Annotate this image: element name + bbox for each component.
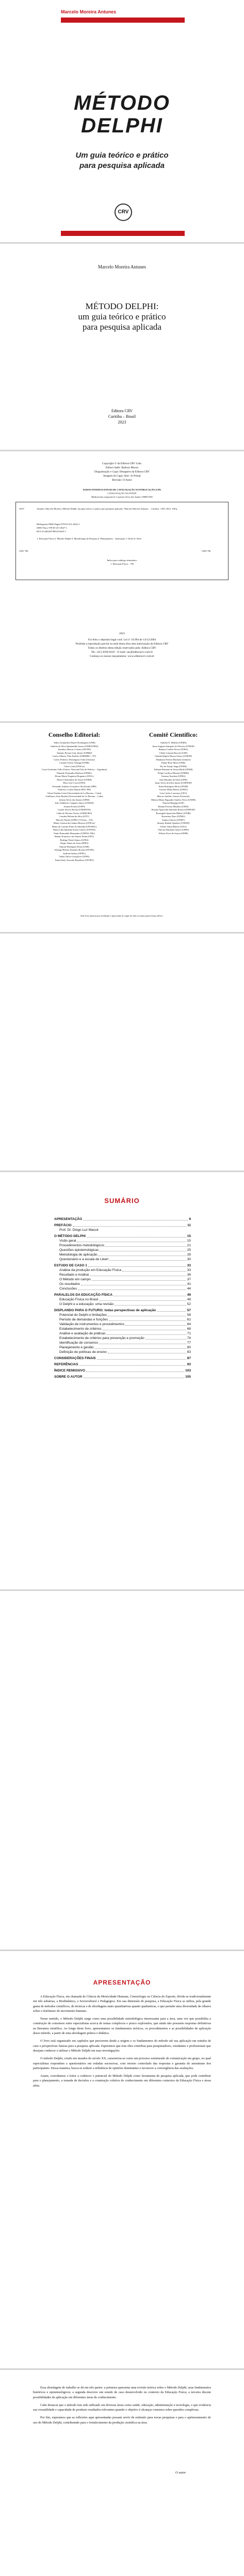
toc-entry-title: Definição de políticas de ensino xyxy=(59,1350,107,1354)
editorial-council-member: Marcelo Paixão (UFRJ e UTexas – US) xyxy=(56,818,93,821)
toc-entry[interactable] xyxy=(54,1356,191,1361)
toc-entry-title: Questões epistemológicas xyxy=(59,1248,99,1252)
toc-entry-page: 33 xyxy=(187,1268,191,1272)
toc-entry-page: 77 xyxy=(187,1341,191,1345)
catalog-index: 1. Educação Física – 796 xyxy=(110,563,134,565)
toc-entry-page: 71 xyxy=(187,1332,191,1335)
scientific-committee-member: Cibele Cristina Boscoli (USP) xyxy=(159,751,188,754)
toc-entry-title: Os resultados xyxy=(59,1282,80,1286)
toc-entry[interactable] xyxy=(54,1277,191,1282)
catalog-code: A637 xyxy=(19,507,24,510)
presentation-paragraph: Nesse sentido, o Método Delphi surge como uma possibilidade metodológica interessante para a área, uma vez que possibilita a construção de consensos entre especialistas acerca de temas complexos e pouco explorados, que ainda não possuem respostas definitivas na literatura científica. Ao longo deste livro, apresentamos os fundamentos teóricos, os procedimentos e as possibilidades de aplicação desse método, a partir de uma abordagem prática e didática. xyxy=(33,2017,211,2036)
catalog-cdd: CDD 796 xyxy=(202,550,211,552)
toc-entry[interactable] xyxy=(54,1327,191,1331)
presentation-body xyxy=(33,1994,211,2091)
title-page-author: Marcelo Moreira Antunes xyxy=(98,264,146,269)
editorial-council-member: Aldira Guimarães Duarte Domínguez (UNB) xyxy=(53,741,95,744)
toc-entry-page: 64 xyxy=(187,1323,191,1326)
toc-dot-leader xyxy=(100,1248,186,1251)
toc-entry[interactable] xyxy=(54,1268,191,1273)
toc-dot-leader xyxy=(81,1282,186,1285)
toc-entry-page: 103 xyxy=(185,1369,191,1372)
toc-entry[interactable] xyxy=(54,1350,191,1354)
blank-page xyxy=(0,1591,244,1950)
author-signature: O autor xyxy=(175,2471,186,2475)
presentation-continuation-page xyxy=(0,2370,244,2576)
toc-entry[interactable] xyxy=(54,1217,191,1222)
toc-dot-leader xyxy=(88,1263,186,1267)
toc-entry-page: 15 xyxy=(187,1239,191,1243)
toc-dot-leader xyxy=(125,1322,186,1326)
legal-line: Todos os direitos desta edição reservados pela: Editora CRV xyxy=(88,647,156,650)
catalog-header: Bibliotecária responsável: Luzenira Alves dos Santos CRB9/1506 xyxy=(91,496,153,498)
scientific-committee-member: Wilson Alves de Sousa (UEPR) xyxy=(158,832,188,835)
toc-entry-page: 33 xyxy=(187,1264,191,1267)
editorial-council-member: Celso Conti (UFSCar) xyxy=(63,765,85,768)
scientific-committee-member: Eliane Rose Maio (UEM) xyxy=(161,761,186,764)
toc-dot-leader xyxy=(99,1341,186,1344)
catalog-header: CATALOGAÇÃO NA FONTE xyxy=(107,492,137,495)
toc-dot-leader xyxy=(115,1302,186,1306)
cover-subtitle-line1: Um guia teórico e prático xyxy=(75,151,169,160)
toc-entry-title: Período de demandas e funções xyxy=(59,1318,108,1321)
toc-dot-leader xyxy=(105,1243,186,1247)
toc-entry[interactable] xyxy=(54,1286,191,1291)
toc-entry-page: 57 xyxy=(187,1309,191,1312)
credit-line: Editor-chefe: Railson Moura xyxy=(105,466,139,469)
toc-entry-title: O Método em campo xyxy=(59,1278,91,1281)
scientific-committee-member: Anna Augusta Sampaio de Oliveira (UNESP) xyxy=(152,744,195,748)
cover-page xyxy=(0,0,244,242)
editorial-council-member: Francisco Carlos Duarte (PUC-PR) xyxy=(58,788,91,791)
toc-entry[interactable] xyxy=(54,1362,191,1367)
catalog-isbn: ISBN Físico 978-65-251-4647-1 xyxy=(37,527,67,529)
cover-bar-top xyxy=(61,18,185,23)
toc-entry-page: 11 xyxy=(187,1224,191,1227)
toc-dot-leader xyxy=(97,1356,186,1360)
toc-entry[interactable] xyxy=(54,1322,191,1327)
toc-dot-leader xyxy=(95,1345,186,1349)
editorial-council-member: Sydione Santos (UEPG) xyxy=(63,852,86,855)
title-page-subtitle-line1: um guia teórico e prático xyxy=(78,312,166,321)
toc-entry[interactable] xyxy=(54,1257,191,1262)
scientific-committee-member: Samira Chaves (UFMT) xyxy=(162,818,185,821)
title-page-publisher: Editora CRV xyxy=(111,409,133,413)
continuation-body xyxy=(33,2385,211,2428)
toc-entry-title: APRESENTAÇÃO xyxy=(54,1217,83,1221)
toc-entry[interactable] xyxy=(54,1248,191,1252)
title-page-title: MÉTODO DELPHI: xyxy=(85,301,159,311)
catalog-body: Antunes, Marcelo Moreira. Método Delphi: um guia teórico e prático para pesquisa aplicada / Marcelo Moreira Antunes. – Curitiba : CRV, 2023. 108 p. xyxy=(37,507,178,510)
toc-entry-title: O Delphi e a educação: uma revisão xyxy=(59,1302,114,1306)
scientific-committee-member: Jonas Alves da Silva Junior (UNIFESP) xyxy=(155,782,192,784)
editorial-council-member: Josania Portela (UFPI) xyxy=(63,805,85,808)
toc-entry[interactable] xyxy=(54,1331,191,1336)
editorial-council-member: Cesar Gerónimo Tello (Univer. Nacional Três de Febrero – Argentina) xyxy=(41,768,107,771)
toc-entry-title: PARALELOS DA EDUCAÇÃO FÍSICA xyxy=(54,1293,113,1297)
editorial-council-member: Sérgio Nunes de Jesus (IFRO) xyxy=(60,842,89,844)
toc-entry-title: REFERÊNCIAS xyxy=(54,1363,78,1366)
editorial-council-member: Carlos Alberto Vilar Estêvão (UMINHO – PT) xyxy=(52,755,96,757)
editorial-council-member: Elione Maria Nogueira Diogenes (UFAL) xyxy=(55,775,94,777)
editorial-council-member: Renato Francisco dos Santos Paula (UFG) xyxy=(54,835,94,838)
presentation-paragraph: O método Delphi, criado em meados do século XX, caracteriza-se como um processo estruturado de comunicação em grupo, no qual especialistas respondem a questionários em rodadas sucessivas, com retorno controlado das respostas e garantia do anonimato dos participantes. Dessa maneira, busca-se reduzir a influência de opiniões dominantes e favorecer a convergência das avaliações. xyxy=(33,2057,211,2070)
catalog-card xyxy=(15,502,229,580)
presentation-title: APRESENTAÇÃO xyxy=(93,1979,151,1986)
toc-entry-page: 41 xyxy=(187,1282,191,1286)
toc-entry-title: O MÉTODO DELPHI xyxy=(54,1234,86,1238)
toc-entry-page: 36 xyxy=(187,1273,191,1277)
editorial-council-member: Anselmo Alencar Colares (UFOPA) xyxy=(57,748,91,751)
toc-entry-page: 28 xyxy=(187,1253,191,1257)
toc-entry[interactable] xyxy=(54,1228,191,1232)
toc-dot-leader xyxy=(103,1327,186,1330)
toc-title: SUMÁRIO xyxy=(104,1197,140,1205)
editorial-council-member: Andréia da Silva Quintanilha Sousa (UNIR/UFRN) xyxy=(50,744,99,748)
title-page-subtitle-line2: para pesquisa aplicada xyxy=(83,322,161,332)
cover-title-line2: DELPHI xyxy=(81,114,163,137)
toc-entry-page: 49 xyxy=(187,1298,191,1301)
catalog-index: Índice para catálogo sistemático xyxy=(107,559,137,562)
scientific-committee-member: Felipe Cardoso Mendes (UFRRJ) xyxy=(157,771,189,774)
toc-entry-page: 44 xyxy=(187,1287,191,1291)
toc-dot-leader xyxy=(87,1234,186,1238)
toc-dot-leader xyxy=(108,1350,186,1353)
legal-line: Conheça os nossos lançamentos: www.editoracrv.com.br xyxy=(90,655,154,658)
continuation-paragraph: Essa abordagem de trabalho se dá em três partes: a primeira apresenta uma revisão teórica sobre o Método Delphi, seus fundamentos históricos e epistemológicos; a segunda descreve um estudo de caso desenvolvido no contexto da Educação Física; a terceira discute possibilidades de aplicação em diferentes áreas do conhecimento. xyxy=(33,2386,211,2399)
toc-entry-title: Análise da produção em Educação Física xyxy=(59,1268,121,1272)
council-footer: Este livro passou por avaliação e aprovação às cegas de dois ou mais pareceristas ad hoc. xyxy=(80,914,164,917)
editorial-council-list xyxy=(28,741,121,862)
scientific-committee-member: Luciene Maria Bastos (UFRA) xyxy=(159,788,188,791)
credit-line: Imagem da Capa: Arte: Jo Poisql xyxy=(103,474,141,478)
editorial-council-member: Leonel Severo Rocha (UNISINOS) xyxy=(58,808,91,811)
toc-entry-title: ESTUDO DE CASO 1 xyxy=(54,1264,87,1267)
toc-entry-page: 49 xyxy=(187,1293,191,1297)
editorial-council-member: Fernando Antônio Gonçalves Alcoforado (IPB) xyxy=(52,785,96,788)
scientific-committee-member: Barbara Coelho Neves (UFBA) xyxy=(158,748,188,751)
toc-entry[interactable] xyxy=(54,1297,191,1302)
scientific-committee-member: Mônica Maria Fagundes Simões Alves (UNEB) xyxy=(151,798,196,801)
toc-dot-leader xyxy=(99,1252,186,1256)
editorial-council-member: Carlos Federico Dominguez Avila (Unieuro) xyxy=(53,758,95,761)
copyright-line: Copyright © da Editora CRV Ltda. xyxy=(102,462,142,465)
toc-entry-title: Planejamento e gestão xyxy=(59,1346,94,1349)
toc-entry-page: 74 xyxy=(187,1336,191,1340)
legal-line: Foi feito o depósito legal conf. Lei nº 10.994 de 14/12/2004 xyxy=(88,638,156,641)
editorial-council-member: Gloria Fariñas León (Universidade de La Havana – Cuba) xyxy=(47,791,102,794)
scientific-committee-member: Gionara Tauchen (UFRG) xyxy=(161,775,186,777)
toc-entry[interactable] xyxy=(54,1273,191,1277)
editorial-council-member: Carmen Tereza Velanga (UNIR) xyxy=(59,761,89,764)
council-page xyxy=(0,723,244,932)
toc-entry[interactable] xyxy=(54,1252,191,1257)
toc-entry-title: ÍNDICE REMISSIVO xyxy=(54,1369,85,1372)
toc-entry-page: 68 xyxy=(187,1327,191,1331)
toc-entry[interactable] xyxy=(54,1368,191,1373)
toc-dot-leader xyxy=(86,1368,184,1372)
scientific-committee-member: Cláudia Regina Mosca Giroto (UNESP) xyxy=(154,755,192,757)
toc-entry-title: Prof. Dr. Diogo Luz Macuir xyxy=(59,1228,99,1232)
presentation-page xyxy=(0,1951,244,2368)
scientific-committee-list xyxy=(127,741,220,835)
legal-line: Proibida a reprodução parcial ou total desta obra sem autorização da Editora CRV xyxy=(75,642,169,646)
toc-dot-leader xyxy=(113,1293,186,1296)
credit-line: Diagramação e Capa: Designers da Editora CRV xyxy=(94,470,150,473)
toc-entry-page: 15 xyxy=(187,1234,191,1238)
scientific-committee-title: Comitê Científico: xyxy=(149,731,198,738)
continuation-paragraph: Cabe destacar que o método tem sido utilizado em diversas áreas como saúde, educação, administração e tecnologia, o que evidencia sua versatilidade e capacidade de produzir resultados relevantes quando o objetivo é alcançar consenso sobre questões complexas. xyxy=(33,2403,211,2412)
toc-dot-leader xyxy=(77,1239,186,1242)
scientific-committee-member: Fabiane Romano de Souza Bridi (UFSM) xyxy=(154,768,193,771)
toc-entry-page: 61 xyxy=(187,1318,191,1321)
editorial-council-member: Guillermo Arias Beatón (Universidade de La Havana – Cuba) xyxy=(45,795,103,798)
presentation-paragraph: Assim, convidamos o leitor a conhecer o potencial do Método Delphi como ferramenta de pesquisa aplicada, que pode contribuir para o planejamento, a tomada de decisões e a construção coletiva do conhecimento em diferentes contextos da Educação Física e áreas afins. xyxy=(33,2074,211,2088)
toc-dot-leader xyxy=(107,1331,186,1335)
toc-entry[interactable] xyxy=(54,1308,191,1313)
editorial-council-member: Paulo Romualdo Hernandes (UNIFAL-MG) xyxy=(54,832,95,835)
editorial-council-member: Rodrigo Pratte-Santos (UFES) xyxy=(60,838,89,841)
toc-entry-page: 87 xyxy=(187,1357,191,1360)
cover-bar-bottom xyxy=(61,231,185,236)
presentation-paragraph: A Educação Física, em chamada de Ciência da Motricidade Humana, Cinesiologia ou Ciência do Esporte, divide-se tradicionalmente em três subáreas, a Biodinâmica, a Sociocultural e Pedagógica. Em sua dimensão de pesquisa, a Educação Física se utiliza, pela grande gama de métodos científicos, de técnicas e de abordagens tanto quantitativas quanto qualitativas, o que permite uma diversidade de olhares sobre o fenômeno do movimento humano. xyxy=(33,1995,211,2013)
toc-entry-title: DISPLANDO PARA O FUTURO: todas perspectivas de aplicação xyxy=(54,1309,156,1312)
blank-page xyxy=(0,934,244,1171)
scientific-committee-member: Dinamara Pereira Machado (Uninter) xyxy=(156,758,191,761)
toc-dot-leader xyxy=(92,1277,186,1281)
catalog-isbn: Bibliografia ISBN Digital 978-65-251-4643-3 xyxy=(37,523,80,526)
toc-dot-leader xyxy=(79,1362,186,1366)
toc-entry[interactable] xyxy=(54,1243,191,1248)
toc-entry[interactable] xyxy=(54,1313,191,1317)
edition-year: 2023 xyxy=(119,632,125,635)
toc-entry[interactable] xyxy=(54,1239,191,1243)
editorial-council-member: Maria Lília Imbiriba Sousa Colares (UFOPA) xyxy=(53,828,96,831)
toc-list xyxy=(54,1215,191,1379)
toc-entry-page: 37 xyxy=(187,1278,191,1281)
toc-dot-leader xyxy=(73,1223,187,1227)
toc-entry-title: Visão geral xyxy=(59,1239,76,1243)
credits-page xyxy=(0,451,244,721)
presentation-paragraph: O livro está organizado em capítulos que percorrem desde a origem e os fundamentos do método até sua aplicação em estudos de caso e perspectivas futuras para a pesquisa aplicada. Esperamos que esta obra contribua para pesquisadores, estudantes e profissionais que desejam conhecer e utilizar o Método Delphi em suas investigações. xyxy=(33,2039,211,2053)
credit-line: Revisão: O Autor xyxy=(112,479,132,482)
toc-entry[interactable] xyxy=(54,1302,191,1307)
continuation-paragraph: Por fim, esperamos que as reflexões aqui apresentadas possam servir de estímulo para novas pesquisas e para o aprimoramento do uso do Método Delphi, contribuindo para o fortalecimento da produção científica na área. xyxy=(33,2416,211,2425)
editorial-council-member: Élsio José Corá (UFFS) xyxy=(63,782,86,784)
cover-author: Marcelo Moreira Antunes xyxy=(61,9,117,14)
editorial-council-member: Solange Helena Ximenes-Rocha (UFOPA) xyxy=(54,849,94,851)
toc-entry-title: Resultado e Análise xyxy=(59,1273,89,1277)
toc-entry-title: Potencial do Delphi e limitações xyxy=(59,1313,107,1317)
toc-entry-page: 21 xyxy=(187,1244,191,1247)
toc-entry[interactable] xyxy=(54,1234,191,1239)
toc-entry[interactable] xyxy=(54,1317,191,1322)
toc-entry-title: Metodologia de aplicação xyxy=(59,1253,97,1257)
toc-dot-leader xyxy=(84,1375,185,1378)
cover-subtitle-line2: para pesquisa aplicada xyxy=(79,161,165,170)
catalog-header: DADOS INTERNACIONAIS DE CATALOGAÇÃO NA PUBLICAÇÃO (CIP) xyxy=(83,488,161,491)
toc-entry[interactable] xyxy=(54,1263,191,1268)
scientific-committee-member: Renata Ferreira Maudou (UERJ) xyxy=(158,805,189,808)
editorial-council-member: Jailson Alves dos Santos (UFRJ) xyxy=(59,798,90,801)
editorial-council-member: Maria de Lourdes Pinto de Almeida (UNOESC) xyxy=(52,825,97,828)
toc-entry-page: 9 xyxy=(189,1217,191,1221)
toc-entry-title: Análise e avaliação de práticas xyxy=(59,1332,106,1335)
scientific-committee-member: Rosemary Dore (UFMG) xyxy=(161,815,185,818)
editorial-council-title: Conselho Editorial: xyxy=(48,731,101,738)
scientific-committee-member: Rosangela Aparecida Hilário (UNIR) xyxy=(156,811,191,815)
toc-entry-title: Identificação de consenso xyxy=(59,1341,99,1345)
toc-dot-leader xyxy=(90,1273,186,1276)
toc-entry-page: 83 xyxy=(187,1350,191,1354)
title-page-city: Curitiba – Brasil xyxy=(108,414,136,419)
cover-title-line1: MÉTODO xyxy=(74,92,170,114)
toc-entry-page: 80 xyxy=(187,1346,191,1349)
toc-entry-title: CONSIDERAÇÕES FINAIS xyxy=(54,1357,96,1360)
toc-entry-title: Estabelecimento de critérios para prevenção e promoção xyxy=(59,1336,144,1340)
editorial-council-member: Tadeu Oliver Gonçalves (UFPA) xyxy=(59,855,90,858)
editorial-council-member: Eduardo Fernandes Barbosa (UFMG) xyxy=(57,771,92,774)
scientific-committee-member: Rosana Aparecida Salvador Rossit (UNIFESP) xyxy=(151,808,196,811)
scientific-committee-member: Luiz Carlos Lourenço (UFU) xyxy=(159,791,187,794)
editorial-council-member: João Adalberto Campato Junior (UNESP) xyxy=(55,802,94,804)
scientific-committee-member: Ely de Araújo Sepp (UFSM) xyxy=(160,765,187,768)
editorial-council-member: Elizeu Clementino de Souza (UNEB) xyxy=(57,778,92,781)
toc-entry-page: 30 xyxy=(187,1258,191,1261)
toc-entry-title: Validação de instrumentos e procedimentos xyxy=(59,1323,124,1326)
toc-entry-title: Estabelecimento de critérios xyxy=(59,1327,102,1331)
toc-entry-title: SOBRE O AUTOR xyxy=(54,1375,83,1379)
toc-dot-leader xyxy=(122,1268,186,1272)
toc-entry[interactable] xyxy=(54,1336,191,1341)
scientific-committee-member: Vilene Vânia Ribeiro (UEA) xyxy=(160,825,187,828)
toc-entry[interactable] xyxy=(54,1293,191,1297)
editorial-council-member: Antônio Pereira Gaio Júnior (UFRRJ) xyxy=(56,751,92,754)
toc-dot-leader xyxy=(83,1217,188,1221)
toc-entry[interactable] xyxy=(54,1282,191,1286)
editorial-council-member: Maria Cristina dos Santos Bezerra (UFSCar) xyxy=(53,822,95,824)
toc-entry-title: Questionário e a escala de Likert xyxy=(59,1258,109,1261)
toc-entry-title: Educação Física no Brasil xyxy=(59,1298,99,1301)
toc-entry-title: Conclusões xyxy=(59,1287,77,1291)
scientific-committee-member: Vinícius Machado Sastre (UFRS) xyxy=(157,828,189,831)
publisher-logo-icon: CRV xyxy=(115,204,132,221)
catalog-doi: DOI 10.24824/978652514647.1 xyxy=(37,530,67,533)
editorial-council-member: Tania Suely Azevedo Brasileiro (UFOPA) xyxy=(55,858,94,861)
toc-entry-page: 58 xyxy=(187,1313,191,1317)
toc-entry[interactable] xyxy=(54,1223,191,1228)
toc-dot-leader xyxy=(109,1257,186,1261)
toc-entry[interactable] xyxy=(54,1341,191,1345)
toc-entry-title: Procedimentos metodológicos xyxy=(59,1244,105,1247)
toc-entry[interactable] xyxy=(54,1345,191,1350)
toc-entry-page: 25 xyxy=(187,1248,191,1252)
toc-entry-title: PREFÁCIO xyxy=(54,1224,72,1227)
toc-page xyxy=(0,1172,244,1589)
title-page-year: 2023 xyxy=(118,420,126,425)
editorial-council-member: Lídia de Oliveira Xavier (UNIEURO) xyxy=(56,811,92,815)
editorial-council-member: Simone Rodrigues Pinto (UNB) xyxy=(59,845,89,848)
toc-dot-leader xyxy=(108,1313,186,1316)
catalog-subjects: 1. Educação Física 2. Método Delphi 3. Metodologia de Pesquisa 4. Planejamento – Instituição I. Título II. Série. xyxy=(37,537,142,540)
scientific-committee-member: Karla Rodrigues Mota (UFSM) xyxy=(158,785,188,788)
toc-entry-page: 105 xyxy=(185,1375,191,1379)
toc-entry-page: 52 xyxy=(187,1302,191,1306)
toc-dot-leader xyxy=(145,1336,186,1340)
catalog-cdu: CDU 796 xyxy=(19,550,28,552)
editorial-council-member: Lourdes Helena da Silva (UFV) xyxy=(59,815,89,818)
toc-dot-leader xyxy=(78,1286,186,1290)
toc-dot-leader xyxy=(99,1297,186,1301)
toc-dot-leader xyxy=(157,1308,186,1312)
title-page xyxy=(0,244,244,450)
scientific-committee-member: Patrícia Bieging (USP) xyxy=(162,802,184,804)
scientific-committee-member: Jane Marinho da Silva (UFPI) xyxy=(159,778,188,781)
toc-dot-leader xyxy=(109,1317,186,1321)
scientific-committee-member: Andréia N. Militão (UEMS) xyxy=(160,741,187,744)
scientific-committee-member: Simony Rafaeli Quadros (UNESP) xyxy=(157,822,190,824)
toc-entry-page: 93 xyxy=(187,1363,191,1366)
toc-entry[interactable] xyxy=(54,1375,191,1379)
legal-line: Tel.: (41) 3039-6418 – E-mail: sac@editoracrv.com.br xyxy=(91,651,153,654)
scientific-committee-member: Marcos Antônio Gomes (Unioeste) xyxy=(157,795,190,798)
